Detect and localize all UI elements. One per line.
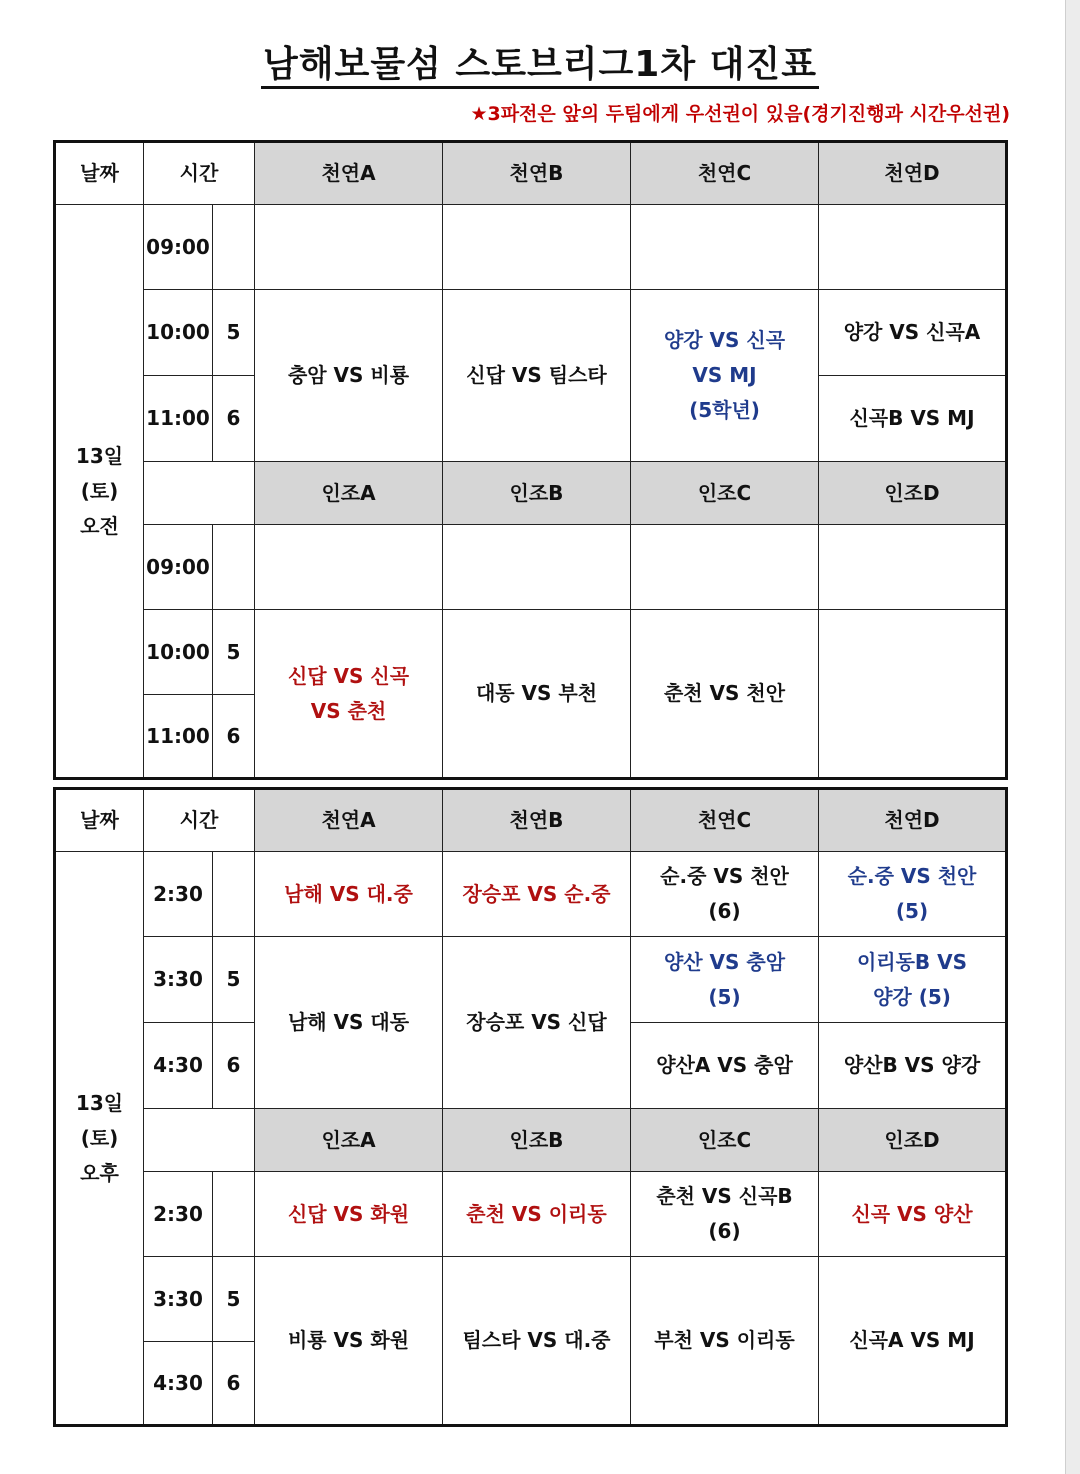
time-cell: 2:30 bbox=[144, 1172, 213, 1257]
morning-schedule-table bbox=[53, 140, 1008, 780]
match-cell: 춘천 VS 신곡B (6) bbox=[631, 1172, 819, 1257]
field-header: 천연A bbox=[255, 789, 443, 852]
match-cell: 부천 VS 이리동 bbox=[631, 1257, 819, 1426]
time-cell: 3:30 bbox=[144, 1257, 213, 1342]
round-cell: 6 bbox=[213, 1023, 255, 1109]
match-cell: 양산 VS 충암 (5) bbox=[631, 937, 819, 1023]
table-row bbox=[55, 1257, 1007, 1342]
round-cell: 6 bbox=[213, 376, 255, 462]
match-cell: 남해 VS 대동 bbox=[255, 937, 443, 1109]
match-cell bbox=[631, 205, 819, 290]
field-header: 인조C bbox=[631, 462, 819, 525]
time-header: 시간 bbox=[144, 789, 255, 852]
field-header: 천연B bbox=[443, 142, 631, 205]
match-cell: 양강 VS 신곡 VS MJ (5학년) bbox=[631, 290, 819, 462]
field-header: 인조D bbox=[819, 1109, 1007, 1172]
priority-note: ★3파전은 앞의 두팀에게 우선권이 있음(경기진행과 시간우선권) bbox=[470, 103, 1010, 125]
match-cell bbox=[819, 525, 1007, 610]
artificial-header-row bbox=[55, 462, 1007, 525]
match-cell: 신곡A VS MJ bbox=[819, 1257, 1007, 1426]
day-cell: 13일 (토) 오후 bbox=[55, 852, 144, 1426]
match-cell: 양강 VS 신곡A bbox=[819, 290, 1007, 376]
round-cell: 5 bbox=[213, 610, 255, 695]
time-cell: 3:30 bbox=[144, 937, 213, 1023]
header-row bbox=[55, 142, 1007, 205]
afternoon-schedule-table bbox=[53, 787, 1008, 1427]
match-cell: 신답 VS 신곡 VS 춘천 bbox=[255, 610, 443, 779]
time-cell: 09:00 bbox=[144, 525, 213, 610]
round-cell: 6 bbox=[213, 695, 255, 779]
match-cell: 춘천 VS 천안 bbox=[631, 610, 819, 779]
round-cell: 6 bbox=[213, 1342, 255, 1426]
match-cell: 신답 VS 화원 bbox=[255, 1172, 443, 1257]
round-cell: 5 bbox=[213, 290, 255, 376]
match-cell: 신곡B VS MJ bbox=[819, 376, 1007, 462]
time-header: 시간 bbox=[144, 142, 255, 205]
round-cell bbox=[213, 1172, 255, 1257]
match-cell bbox=[819, 205, 1007, 290]
match-cell: 신곡 VS 양산 bbox=[819, 1172, 1007, 1257]
field-header: 인조A bbox=[255, 462, 443, 525]
field-header: 천연D bbox=[819, 142, 1007, 205]
time-cell: 4:30 bbox=[144, 1342, 213, 1426]
time-cell: 2:30 bbox=[144, 852, 213, 937]
match-cell: 이리동B VS 양강 (5) bbox=[819, 937, 1007, 1023]
time-cell: 4:30 bbox=[144, 1023, 213, 1109]
field-header: 천연D bbox=[819, 789, 1007, 852]
round-cell bbox=[213, 205, 255, 290]
table-row bbox=[55, 937, 1007, 1023]
match-cell bbox=[255, 205, 443, 290]
match-cell: 순.중 VS 천안 (6) bbox=[631, 852, 819, 937]
table-row bbox=[55, 290, 1007, 376]
match-cell bbox=[255, 525, 443, 610]
match-cell: 팀스타 VS 대.중 bbox=[443, 1257, 631, 1426]
time-cell: 09:00 bbox=[144, 205, 213, 290]
day-cell: 13일 (토) 오전 bbox=[55, 205, 144, 779]
match-cell bbox=[631, 525, 819, 610]
match-cell: 충암 VS 비룡 bbox=[255, 290, 443, 462]
field-header: 천연A bbox=[255, 142, 443, 205]
field-header: 천연C bbox=[631, 142, 819, 205]
table-row bbox=[55, 610, 1007, 695]
field-header: 인조B bbox=[443, 462, 631, 525]
table-row bbox=[55, 1172, 1007, 1257]
table-row bbox=[55, 205, 1007, 290]
time-cell: 10:00 bbox=[144, 610, 213, 695]
table-row bbox=[55, 852, 1007, 937]
round-cell: 5 bbox=[213, 1257, 255, 1342]
match-cell: 신답 VS 팀스타 bbox=[443, 290, 631, 462]
page-title: 남해보물섬 스토브리그1차 대진표 bbox=[0, 36, 1080, 87]
field-header: 인조A bbox=[255, 1109, 443, 1172]
time-cell: 11:00 bbox=[144, 695, 213, 779]
match-cell: 남해 VS 대.중 bbox=[255, 852, 443, 937]
date-header: 날짜 bbox=[55, 142, 144, 205]
table-row bbox=[55, 525, 1007, 610]
blank-cell bbox=[144, 462, 255, 525]
match-cell: 양산B VS 양강 bbox=[819, 1023, 1007, 1109]
match-cell: 장승포 VS 순.중 bbox=[443, 852, 631, 937]
field-header: 인조B bbox=[443, 1109, 631, 1172]
match-cell: 양산A VS 충암 bbox=[631, 1023, 819, 1109]
match-cell: 대동 VS 부천 bbox=[443, 610, 631, 779]
field-header: 천연B bbox=[443, 789, 631, 852]
round-cell bbox=[213, 852, 255, 937]
match-cell: 순.중 VS 천안 (5) bbox=[819, 852, 1007, 937]
header-row bbox=[55, 789, 1007, 852]
time-cell: 11:00 bbox=[144, 376, 213, 462]
match-cell: 춘천 VS 이리동 bbox=[443, 1172, 631, 1257]
field-header: 인조C bbox=[631, 1109, 819, 1172]
match-cell: 장승포 VS 신답 bbox=[443, 937, 631, 1109]
round-cell: 5 bbox=[213, 937, 255, 1023]
time-cell: 10:00 bbox=[144, 290, 213, 376]
blank-cell bbox=[144, 1109, 255, 1172]
round-cell bbox=[213, 525, 255, 610]
artificial-header-row bbox=[55, 1109, 1007, 1172]
match-cell bbox=[443, 525, 631, 610]
field-header: 인조D bbox=[819, 462, 1007, 525]
page-scroll-edge bbox=[1065, 0, 1080, 1474]
match-cell bbox=[819, 610, 1007, 779]
field-header: 천연C bbox=[631, 789, 819, 852]
date-header: 날짜 bbox=[55, 789, 144, 852]
match-cell: 비룡 VS 화원 bbox=[255, 1257, 443, 1426]
match-cell bbox=[443, 205, 631, 290]
